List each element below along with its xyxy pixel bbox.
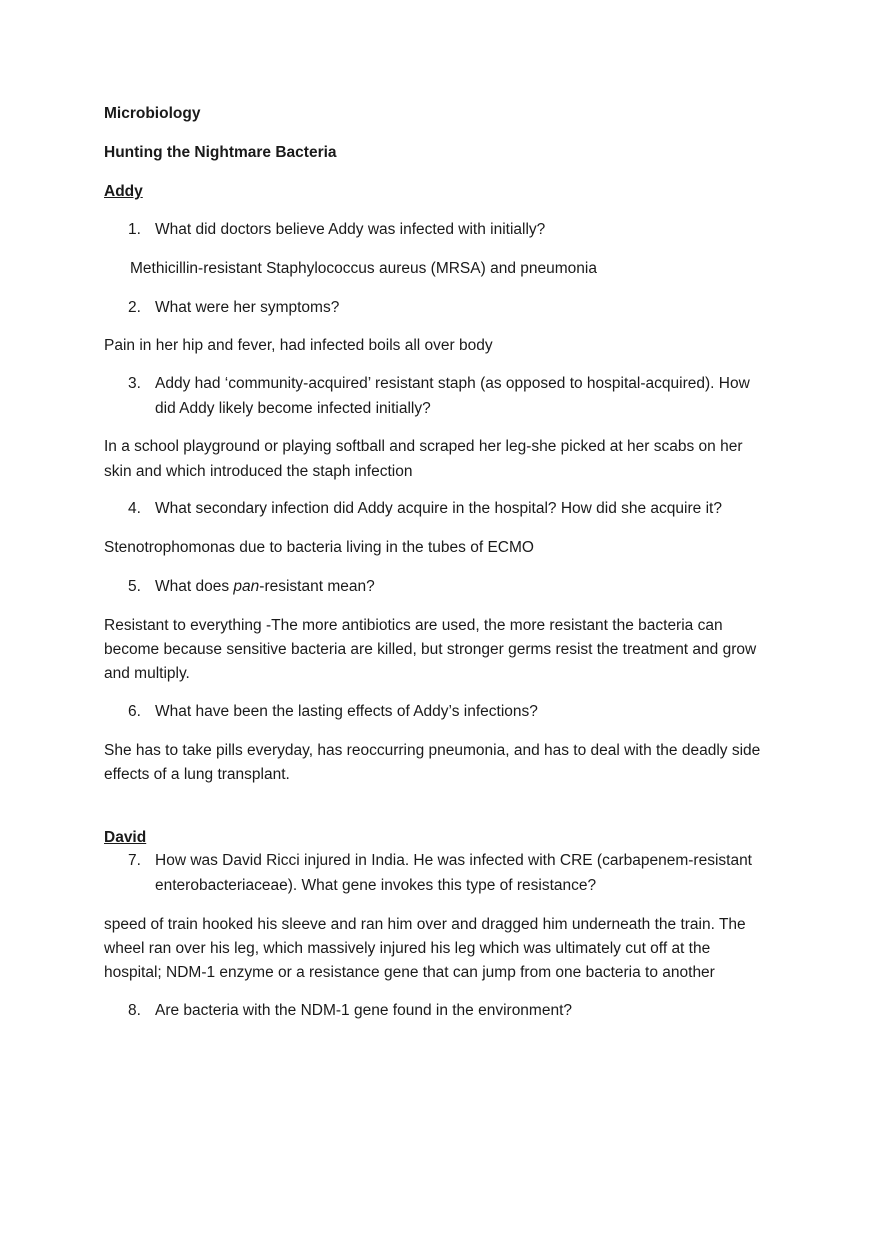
- answer-text-line-1: Resistant to everything -The more antibiotics are used, the more resistant the bacteria can: [104, 617, 723, 634]
- question-text-post: -resistant mean?: [259, 578, 375, 595]
- answer-text: Methicillin-resistant Staphylococcus aureus (MRSA) and pneumonia: [130, 260, 597, 277]
- question-number: 7.: [128, 852, 141, 869]
- course-heading: Microbiology: [104, 105, 201, 122]
- question-number: 8.: [128, 1002, 141, 1019]
- answer-text-line-1: speed of train hooked his sleeve and ran him over and dragged him underneath the train. The: [104, 916, 746, 933]
- question-text: What did doctors believe Addy was infected with initially?: [155, 221, 546, 238]
- question-number: 3.: [128, 375, 141, 392]
- answer-text-line-3: hospital; NDM-1 enzyme or a resistance gene that can jump from one bacteria to another: [104, 964, 715, 981]
- question-number: 5.: [128, 578, 141, 595]
- answer-text-line-2: skin and which introduced the staph infection: [104, 463, 413, 480]
- section-heading-david: David: [104, 829, 147, 846]
- section-heading-addy: Addy: [104, 183, 143, 200]
- answer-text-line-1: She has to take pills everyday, has reoccurring pneumonia, and has to deal with the deadly side: [104, 742, 761, 759]
- question-text: Are bacteria with the NDM-1 gene found in the environment?: [155, 1002, 573, 1019]
- question-text-line-2: did Addy likely become infected initially?: [155, 400, 431, 417]
- question-number: 2.: [128, 299, 141, 316]
- question-number: 6.: [128, 703, 141, 720]
- question-number: 1.: [128, 221, 141, 238]
- question-text: What secondary infection did Addy acquire in the hospital? How did she acquire it?: [155, 500, 722, 517]
- question-text-line-2: enterobacteriaceae). What gene invokes this type of resistance?: [155, 877, 597, 894]
- question-number: 4.: [128, 500, 141, 517]
- answer-text-line-3: and multiply.: [104, 665, 190, 682]
- document-title: Hunting the Nightmare Bacteria: [104, 144, 337, 161]
- answer-text-line-2: effects of a lung transplant.: [104, 766, 290, 783]
- answer-text-line-1: In a school playground or playing softball and scraped her leg-she picked at her scabs on her: [104, 438, 743, 455]
- question-text: [155, 575, 785, 599]
- answer-text: Pain in her hip and fever, had infected boils all over body: [104, 337, 493, 354]
- question-text-line-1: How was David Ricci injured in India. He was infected with CRE (carbapenem-resistant: [155, 852, 752, 869]
- answer-text-line-2: wheel ran over his leg, which massively injured his leg which was ultimately cut off at the: [104, 940, 711, 957]
- question-text: What have been the lasting effects of Addy’s infections?: [155, 703, 538, 720]
- question-text: What were her symptoms?: [155, 299, 340, 316]
- answer-text-line-2: become because sensitive bacteria are killed, but stronger germs resist the treatment and grow: [104, 641, 757, 658]
- question-text-emphasis: pan: [233, 578, 260, 595]
- question-text-pre: What does: [155, 578, 234, 595]
- answer-text: Stenotrophomonas due to bacteria living in the tubes of ECMO: [104, 539, 534, 556]
- question-text-line-1: Addy had ‘community-acquired’ resistant staph (as opposed to hospital-acquired). How: [155, 375, 750, 392]
